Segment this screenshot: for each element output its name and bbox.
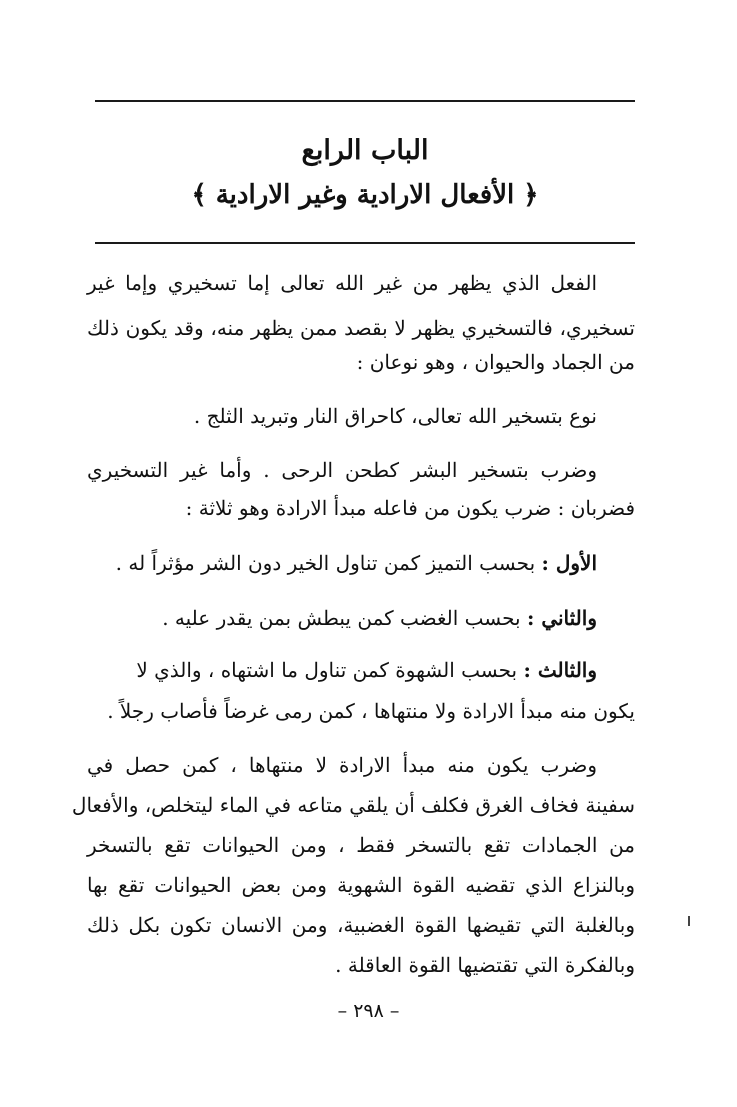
item-text: بحسب الشهوة كمن تناول ما اشتهاه ، والذي لا	[136, 658, 524, 682]
item-text: بحسب التميز كمن تناول الخير دون الشر مؤثراً له .	[115, 551, 542, 575]
item-lead: الأول :	[541, 551, 597, 575]
item-lead: والثاني :	[526, 606, 597, 630]
paragraph-line: وبالفكرة التي تقتضيها القوة العاقلة .	[335, 953, 635, 977]
paragraph-line: من الجماد والحيوان ، وهو نوعان :	[356, 350, 635, 374]
item-lead: والثالث :	[523, 658, 597, 682]
bottom-rule	[95, 242, 635, 244]
chapter-title: الباب الرابع	[301, 135, 429, 166]
paragraph-line: نوع بتسخير الله تعالى، كاحراق النار وتبريد الثلج .	[193, 404, 597, 428]
paragraph-line: من الجمادات تقع بالتسخر فقط ، ومن الحيوانات تقع بالتسخر	[87, 833, 636, 857]
paragraph-line: تسخيري، فالتسخيري يظهر لا بقصد ممن يظهر منه، وقد يكون ذلك	[87, 316, 635, 340]
paragraph-line: فضربان : ضرب يكون من فاعله مبدأ الارادة وهو ثلاثة :	[185, 496, 635, 520]
paragraph-line: وضرب يكون منه مبدأ الارادة لا منتهاها ، كمن حصل في	[87, 753, 597, 777]
top-rule	[95, 100, 635, 102]
page-number: – ٢٩٨ –	[337, 1000, 400, 1022]
paragraph-line: يكون منه مبدأ الارادة ولا منتهاها ، كمن رمى غرضاً فأصاب رجلاً .	[107, 699, 635, 723]
list-item-first	[87, 548, 597, 578]
item-text: بحسب الغضب كمن يبطش بمن يقدر عليه .	[162, 606, 527, 630]
chapter-subtitle: ﴿ الأفعال الارادية وغير الارادية ﴾	[191, 180, 539, 210]
paragraph-line: وضرب بتسخير البشر كطحن الرحى . وأما غير التسخيري	[87, 458, 597, 482]
list-item-third	[87, 655, 597, 685]
paragraph-line: وبالغلبة التي تقيضها القوة الغضبية، ومن الانسان تكون بكل ذلك	[87, 913, 635, 937]
paragraph-line: الفعل الذي يظهر من غير الله تعالى إما تسخيري وإما غير	[87, 271, 597, 295]
list-item-second	[87, 603, 597, 633]
margin-mark	[688, 916, 690, 926]
paragraph-line: سفينة فخاف الغرق فكلف أن يلقي متاعه في الماء ليتخلص، والأفعال	[71, 793, 635, 817]
paragraph-line: وبالنزاع الذي تقضيه القوة الشهوية ومن بعض الحيوانات تقع بها	[87, 873, 635, 897]
